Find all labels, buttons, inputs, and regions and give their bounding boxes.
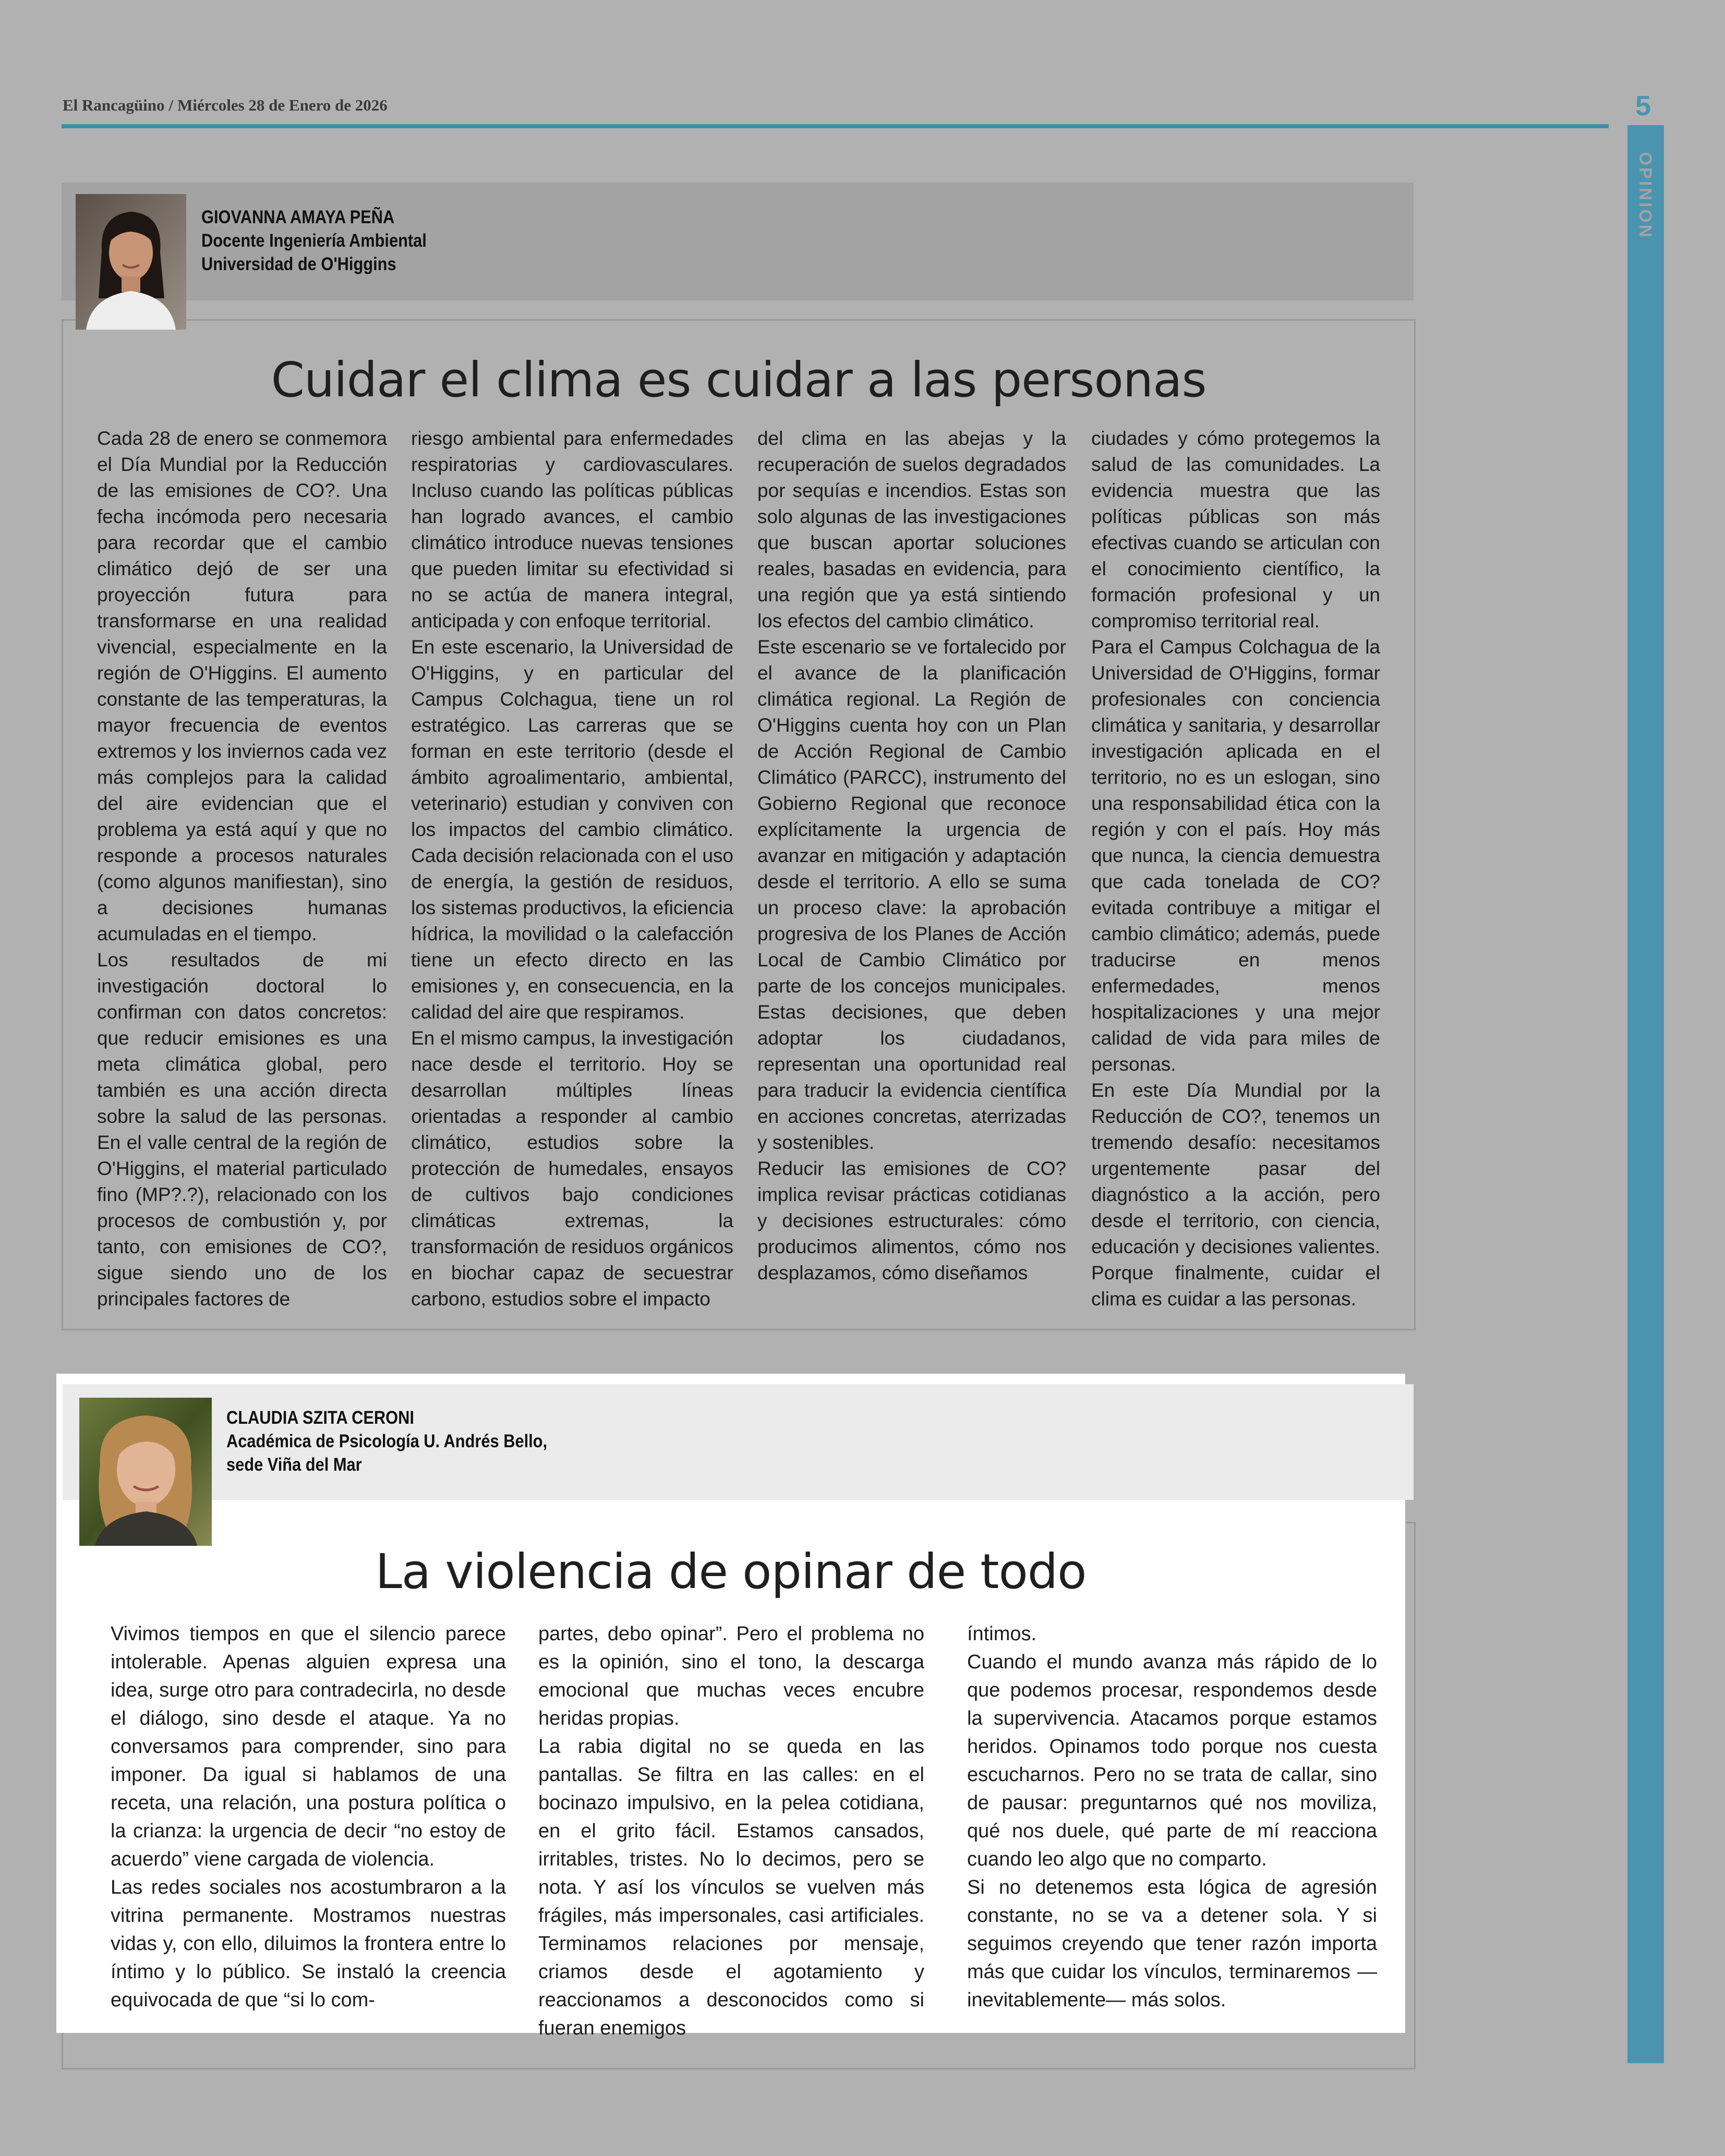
paragraph: del clima en las abejas y la recuperación de suelos degradados por sequías e incendios. Estas son solo algunas de las investigaciones que buscan aportar soluciones reales, basadas en evidencia, para una región que ya está sintiendo los efectos del cambio climático. (757, 428, 1066, 632)
article1-column-4 (1091, 426, 1380, 1310)
section-side-band (1627, 125, 1664, 2063)
paragraph: Vivimos tiempos en que el silencio parece intolerable. Apenas alguien expresa una idea, surge otro para contradecirla, no desde el diálogo, sino desde el ataque. Ya no conversamos para comprender, sino para imponer. Da igual si hablamos de una receta, una relación, una postura política o la crianza: la urgencia de decir “no estoy de acuerdo” viene cargada de violencia. (111, 1623, 506, 1870)
article1-author-photo (76, 194, 186, 330)
paragraph: En este escenario, la Universidad de O'Higgins, y en particular del Campus Colchagua, tiene un rol estratégico. Las carreras que se forman en este territorio (desde el ámbito agroalimentario, ambiental, veterinario) estudian y conviven con los impactos del cambio climático. Cada decisión relacionada con el uso de energía, la gestión de residuos, los sistemas productivos, la eficiencia hídrica, la movilidad o la calefacción tiene un efecto directo en las emisiones y, en consecuencia, en la calidad del aire que respiramos. (411, 636, 733, 1023)
paragraph: partes, debo opinar”. Pero el problema no es la opinión, sino el tono, la descarga emocional que muchas veces encubre heridas propias. (538, 1623, 924, 1729)
article2-author-role: Académica de Psicología U. Andrés Bello, (226, 1431, 548, 1451)
article2-author-org: sede Viña del Mar (226, 1455, 362, 1475)
paragraph: Los resultados de mi investigación doctoral lo confirman con datos concretos: que reducir emisiones es una meta climática global, pero también es una acción directa sobre la salud de las personas. En el valle central de la región de O'Higgins, el material particulado fino (MP?.?), relacionado con los procesos de combustión y, por tanto, con emisiones de CO?, sigue siendo uno de los principales factores de (97, 949, 387, 1310)
paragraph: Este escenario se ve fortalecido por el avance de la planificación climática regional. La Región de O'Higgins cuenta hoy con un Plan de Acción Regional de Cambio Climático (PARCC), instrumento del Gobierno Regional que reconoce explícitamente la urgencia de avanzar en mitigación y adaptación desde el territorio. A ello se suma un proceso clave: la aprobación progresiva de los Planes de Acción Local de Cambio Climático por parte de los concejos municipales. Estas decisiones, que deben adoptar los ciudadanos, representan una oportunidad real para traducir la evidencia científica en acciones concretas, aterrizadas y sostenibles. (757, 636, 1066, 1153)
article2-byline (226, 1406, 547, 1476)
paragraph: ciudades y cómo protegemos la salud de las comunidades. La evidencia muestra que las políticas públicas son más efectivas cuando se articulan con el conocimiento científico, la formación profesional y un compromiso territorial real. (1091, 428, 1380, 632)
paragraph: Las redes sociales nos acostumbraron a la vitrina permanente. Mostramos nuestras vidas y, con ello, diluimos la frontera entre lo íntimo y lo público. Se instaló la creencia equivocada de que “si lo com- (111, 1876, 506, 2011)
paragraph: Cuando el mundo avanza más rápido de lo que podemos procesar, respondemos desde la supervivencia. Atacamos porque estamos heridos. Opinamos todo porque nos cuesta escucharnos. Pero no se trata de callar, sino de pausar: preguntarnos qué nos moviliza, qué nos duele, qué parte de mí reacciona cuando leo algo que no comparto. (967, 1651, 1377, 1870)
article2-column-3 (967, 1620, 1377, 2021)
article2-author-photo (79, 1398, 212, 1546)
paragraph: Reducir las emisiones de CO? implica revisar prácticas cotidianas y decisiones estructurales: cómo producimos alimentos, cómo nos desplazamos, cómo diseñamos (757, 1158, 1066, 1283)
article2-headline: La violencia de opinar de todo (375, 1544, 1087, 1600)
section-label-text: OPINION (1636, 152, 1656, 239)
paragraph: Si no detenemos esta lógica de agresión constante, no se va a detener sola. Y si seguimos creyendo que tener razón importa más que cuidar los vínculos, terminaremos —inevitablemente— más solos. (967, 1876, 1377, 2011)
article1-column-1 (97, 426, 387, 1310)
author-portrait-icon (76, 194, 186, 330)
paragraph: En el mismo campus, la investigación nace desde el territorio. Hoy se desarrollan múltiples líneas orientadas a responder al cambio climático, estudios sobre la protección de humedales, ensayos de cultivos bajo condiciones climáticas extremas, la transformación de residuos orgánicos en biochar capaz de secuestrar carbono, estudios sobre el impacto (411, 1027, 733, 1310)
article2-column-2 (538, 1620, 924, 2039)
paragraph: Para el Campus Colchagua de la Universidad de O'Higgins, formar profesionales con conciencia climática y sanitaria, y desarrollar investigación aplicada en el territorio, no es un eslogan, sino una responsabilidad ética con la región y con el país. Hoy más que nunca, la ciencia demuestra que cada tonelada de CO? evitada contribuye a mitigar el cambio climático; además, puede traducirse en menos enfermedades, menos hospitalizaciones y una mejor calidad de vida para miles de personas. (1091, 636, 1380, 1075)
page-header-meta (63, 96, 388, 115)
section-label (1630, 152, 1662, 239)
article1-headline: Cuidar el clima es cuidar a las personas (271, 352, 1207, 408)
article1-column-2 (411, 426, 733, 1310)
publication-name: El Rancagüino (63, 96, 165, 114)
header-rule (62, 124, 1609, 128)
article1-author-name: GIOVANNA AMAYA PEÑA (201, 207, 395, 227)
article1-byline (201, 205, 427, 276)
publication-date: Miércoles 28 de Enero de 2026 (177, 96, 388, 114)
paragraph: íntimos. (967, 1623, 1037, 1645)
article2-column-1 (111, 1620, 506, 2021)
paragraph: Cada 28 de enero se conmemora el Día Mundial por la Reducción de las emisiones de CO?. Una fecha incómoda pero necesaria para recordar que el cambio climático dejó de ser una proyección futura para transformarse en una realidad vivencial, especialmente en la región de O'Higgins. El aumento constante de las temperaturas, la mayor frecuencia de eventos extremos y los inviernos cada vez más complejos para la calidad del aire evidencian que el problema ya está aquí y que no responde a procesos naturales (como algunos manifiestan), sino a decisiones humanas acumuladas en el tiempo. (97, 428, 387, 944)
article2-author-name: CLAUDIA SZITA CERONI (226, 1408, 414, 1428)
article1-column-3 (757, 426, 1066, 1291)
header-separator: / (168, 96, 174, 114)
paragraph: En este Día Mundial por la Reducción de CO?, tenemos un tremendo desafío: necesitamos urgentemente pasar del diagnóstico a la acción, pero desde el territorio, con ciencia, educación y decisiones valientes. Porque finalmente, cuidar el clima es cuidar a las personas. (1091, 1080, 1380, 1310)
paragraph: riesgo ambiental para enfermedades respiratorias y cardiovasculares. Incluso cuando las políticas públicas han logrado avances, el cambio climático introduce nuevas tensiones que pueden limitar su efectividad si no se actúa de manera integral, anticipada y con enfoque territorial. (411, 428, 733, 632)
article1-author-org: Universidad de O'Higgins (201, 254, 396, 274)
paragraph: La rabia digital no se queda en las pantallas. Se filtra en las calles: en el bocinazo impulsivo, en la pelea cotidiana, en el grito fácil. Estamos cansados, irritables, tristes. No lo decimos, pero se nota. Y así los vínculos se vuelven más frágiles, más impersonales, casi artificiales. Terminamos relaciones por mensaje, criamos desde el agotamiento y reaccionamos a desconocidos como si fueran enemigos (538, 1736, 924, 2039)
page-number: 5 (1635, 90, 1651, 122)
author-portrait-icon (79, 1398, 212, 1546)
article1-author-role: Docente Ingeniería Ambiental (201, 231, 427, 251)
